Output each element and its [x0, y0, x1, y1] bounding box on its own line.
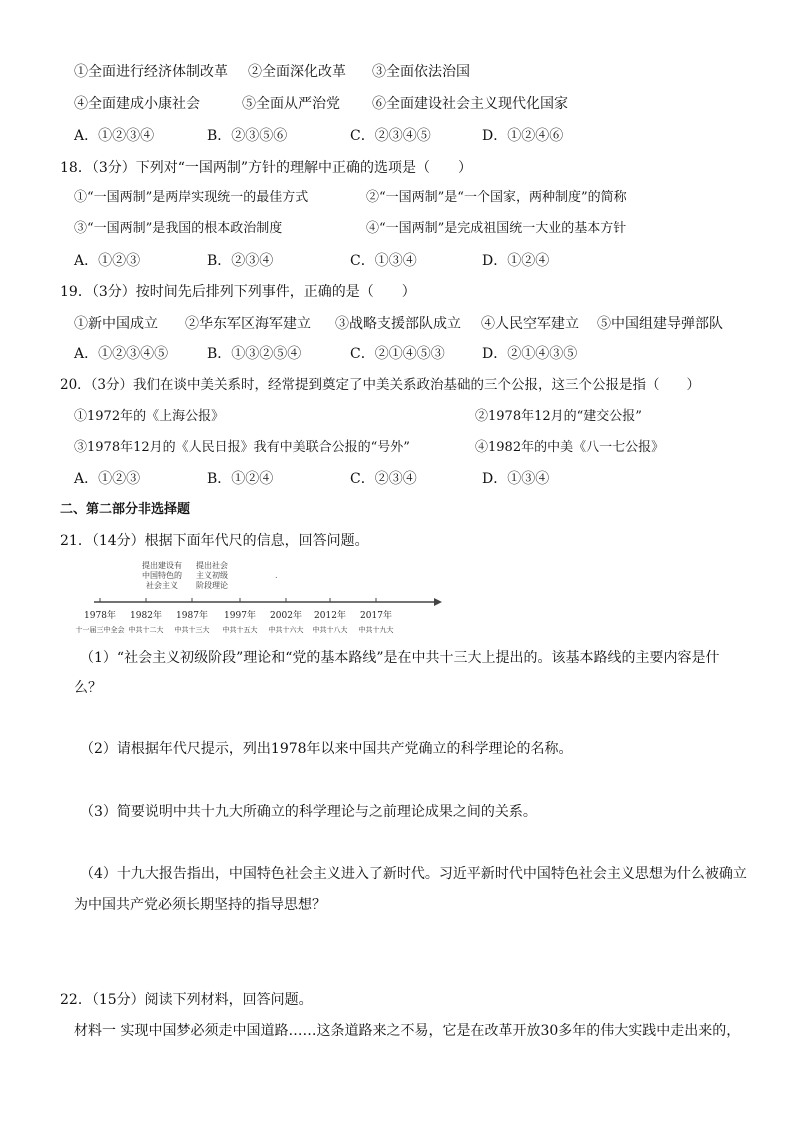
- q18-item-2: ②“一国两制”是“一个国家，两种制度”的简称: [366, 190, 627, 205]
- q21-sub2: （2）请根据年代尺提示，列出1978年以来中国共产党确立的科学理论的名称。: [80, 741, 573, 757]
- q20-choice-a: A．①②③: [74, 471, 141, 487]
- q20-choice-c: C．②③④: [350, 471, 417, 487]
- q21-stem: 21．（14分）根据下面年代尺的信息，回答问题。: [60, 533, 369, 549]
- q21-sub1-line2: 么？: [74, 680, 102, 696]
- q18-item-3: ③“一国两制”是我国的根本政治制度: [74, 221, 283, 236]
- timeline-note: 主义初级: [196, 571, 228, 580]
- q20-item-2: ②1978年12月的“建交公报”: [475, 409, 642, 424]
- q19-choice-c: C．②①④⑤③: [350, 346, 445, 362]
- timeline-year-label: 1997年: [224, 611, 256, 621]
- q22-material1: 材料一 实现中国梦必须走中国道路……这条道路来之不易，它是在改革开放30多年的伟大实践中走出来的，: [74, 1023, 741, 1039]
- q19-choice-a: A．①②③④⑤: [74, 346, 169, 362]
- timeline-event-label: 中共十五大: [222, 626, 258, 634]
- q19-item-5: ⑤中国组建导弹部队: [597, 316, 723, 332]
- q17-item-3: ③全面依法治国: [372, 64, 470, 80]
- q17-choice-d: D．①②④⑥: [482, 128, 564, 144]
- q18-item-1: ①“一国两制”是两岸实现统一的最佳方式: [74, 190, 309, 205]
- q21-sub1-line1: （1）“社会主义初级阶段”理论和“党的基本路线”是在中共十三大上提出的。该基本路线的主要内容是什: [80, 650, 720, 666]
- timeline-event-label: 中共十二大: [128, 626, 164, 634]
- q20-choice-b: B．①②④: [207, 471, 274, 487]
- timeline-note: 阶段理论: [196, 581, 228, 590]
- q19-choice-b: B．①③②⑤④: [207, 346, 302, 362]
- q18-choice-c: C．①③④: [350, 253, 417, 269]
- q17-item-5: ⑤全面从严治党: [242, 96, 340, 112]
- q21-sub4-line2: 为中国共产党必须长期坚持的指导思想？: [74, 897, 326, 913]
- q19-stem: 19．（3分）按时间先后排列下列事件，正确的是（ ）: [60, 284, 416, 300]
- q17-item-6: ⑥全面建设社会主义现代化国家: [372, 96, 568, 112]
- q18-choice-d: D．①②④: [482, 253, 550, 269]
- q20-choice-d: D．①③④: [482, 471, 550, 487]
- q20-item-3: ③1978年12月的《人民日报》我有中美联合公报的“号外”: [74, 440, 410, 455]
- section-title: 二、第二部分非选择题: [60, 502, 191, 517]
- q20-item-1: ①1972年的《上海公报》: [74, 409, 225, 424]
- q17-choice-c: C．②③④⑤: [350, 128, 431, 144]
- q20-item-4: ④1982年的中美《八一七公报》: [475, 440, 665, 455]
- timeline-event-label: 中共十八大: [312, 626, 348, 634]
- timeline-note: 社会主义: [146, 581, 178, 590]
- timeline-figure: [74, 558, 444, 640]
- q19-item-2: ②华东军区海军建立: [185, 316, 311, 332]
- timeline-year-label: 2002年: [270, 611, 302, 621]
- timeline-year-label: 2012年: [314, 611, 346, 621]
- timeline-note: 提出建设有: [142, 561, 182, 570]
- svg-text:.: .: [275, 571, 278, 580]
- q17-choice-b: B．②③⑤⑥: [207, 128, 288, 144]
- q20-stem: 20．（3分）我们在谈中美关系时，经常提到奠定了中美关系政治基础的三个公报，这三个公报是指（ ）: [60, 377, 701, 393]
- q18-choice-b: B．②③④: [207, 253, 274, 269]
- timeline-arrow-icon: [434, 598, 442, 606]
- q19-item-1: ①新中国成立: [74, 316, 158, 332]
- timeline-svg: [74, 558, 444, 640]
- q18-item-4: ④“一国两制”是完成祖国统一大业的基本方针: [366, 221, 627, 236]
- timeline-event-label: 中共十九大: [358, 626, 394, 634]
- q19-item-4: ④人民空军建立: [481, 316, 579, 332]
- q21-sub3: （3）简要说明中共十九大所确立的科学理论与之前理论成果之间的关系。: [80, 804, 537, 820]
- timeline-year-label: 1982年: [130, 611, 162, 621]
- timeline-year-label: 1978年: [84, 611, 116, 621]
- q19-item-3: ③战略支援部队成立: [335, 316, 461, 332]
- q21-sub4-line1: （4）十九大报告指出，中国特色社会主义进入了新时代。习近平新时代中国特色社会主义思想为什么被确立: [80, 866, 747, 882]
- q19-choice-d: D．②①④③⑤: [482, 346, 578, 362]
- timeline-note: 中国特色的: [142, 571, 182, 580]
- q22-stem: 22．（15分）阅读下列材料，回答问题。: [60, 992, 313, 1008]
- q18-choice-a: A．①②③: [74, 253, 141, 269]
- timeline-event-label: 中共十六大: [268, 626, 304, 634]
- q17-item-1: ①全面进行经济体制改革: [74, 64, 228, 80]
- timeline-year-label: 1987年: [176, 611, 208, 621]
- q17-item-2: ②全面深化改革: [248, 64, 346, 80]
- q17-choice-a: A．①②③④: [74, 128, 155, 144]
- q17-item-4: ④全面建成小康社会: [74, 96, 200, 112]
- q18-stem: 18．（3分）下列对“一国两制”方针的理解中正确的选项是（ ）: [60, 160, 473, 176]
- timeline-note: 提出社会: [196, 561, 228, 570]
- timeline-event-label: 十一届三中全会: [75, 626, 125, 634]
- timeline-year-label: 2017年: [360, 611, 392, 621]
- timeline-event-label: 中共十三大: [174, 626, 210, 634]
